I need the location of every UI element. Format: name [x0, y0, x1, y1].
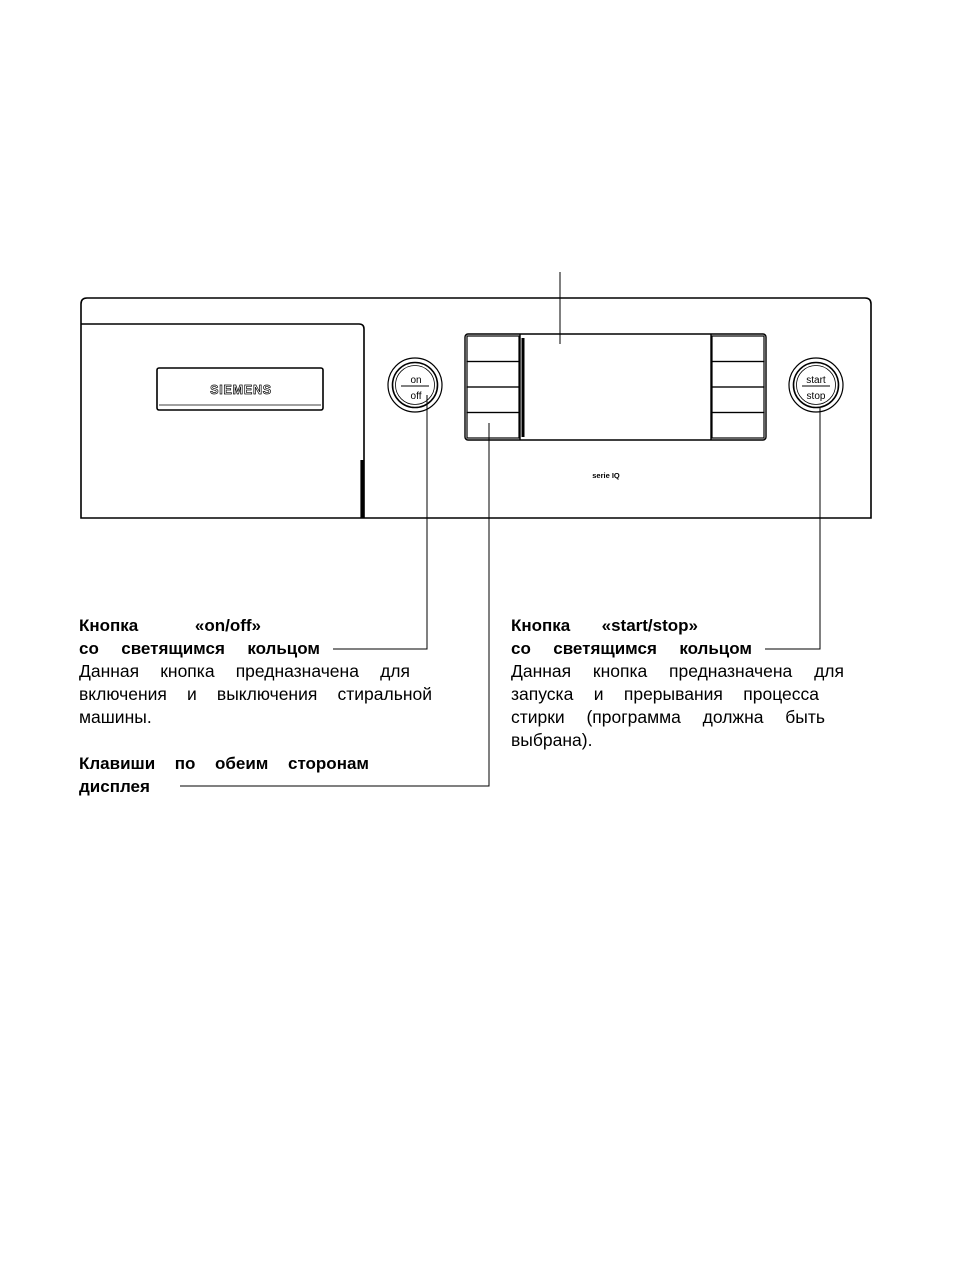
display-screen: [525, 337, 710, 438]
callout-side-keys-heading-2: дисплея: [79, 777, 150, 796]
on-off-button-bottom-label: off: [410, 391, 422, 402]
series-label: serie IQ: [592, 471, 620, 480]
callout-on-off-heading-2: со светящимся кольцом: [79, 639, 320, 658]
start-stop-button[interactable]: [789, 358, 843, 412]
right-key-4[interactable]: [712, 413, 764, 439]
callout-start-stop-body-3: стирки (программа должна быть: [511, 707, 825, 727]
callout-on-off-body-2: включения и выключения стиральной: [79, 684, 432, 704]
callout-on-off: [79, 614, 432, 729]
control-panel-outline: [81, 298, 871, 518]
callout-start-stop-body-2: запуска и прерывания процесса: [511, 684, 819, 704]
right-key-2[interactable]: [712, 362, 764, 388]
left-key-2[interactable]: [467, 362, 519, 388]
callout-side-keys: [79, 752, 369, 798]
side-keys-leader-line: [180, 423, 489, 786]
right-key-3[interactable]: [712, 387, 764, 413]
start-stop-button-bottom-label: stop: [806, 391, 826, 402]
left-key-4[interactable]: [467, 413, 519, 439]
callout-start-stop-body-1: Данная кнопка предназначена для: [511, 661, 844, 681]
callout-start-stop-heading-2: со светящимся кольцом: [511, 639, 752, 658]
left-key-1[interactable]: [467, 336, 519, 362]
callout-start-stop: [511, 614, 844, 752]
callout-start-stop-body-4: выбрана).: [511, 730, 593, 750]
left-key-3[interactable]: [467, 387, 519, 413]
start-stop-leader-line: [765, 408, 820, 649]
callout-side-keys-heading-1: Клавиши по обеим сторонам: [79, 754, 369, 773]
callout-on-off-heading-1: Кнопка «on/off»: [79, 616, 261, 635]
callout-start-stop-heading-1: Кнопка «start/stop»: [511, 616, 698, 635]
on-off-button[interactable]: [388, 358, 442, 412]
right-key-1[interactable]: [712, 336, 764, 362]
brand-logo: SIEMENS: [210, 383, 272, 397]
on-off-button-top-label: on: [410, 375, 422, 386]
start-stop-button-top-label: start: [806, 375, 826, 386]
callout-on-off-body-3: машины.: [79, 707, 152, 727]
callout-on-off-body-1: Данная кнопка предназначена для: [79, 661, 410, 681]
detergent-drawer: [81, 324, 364, 518]
on-off-leader-line: [333, 395, 427, 649]
